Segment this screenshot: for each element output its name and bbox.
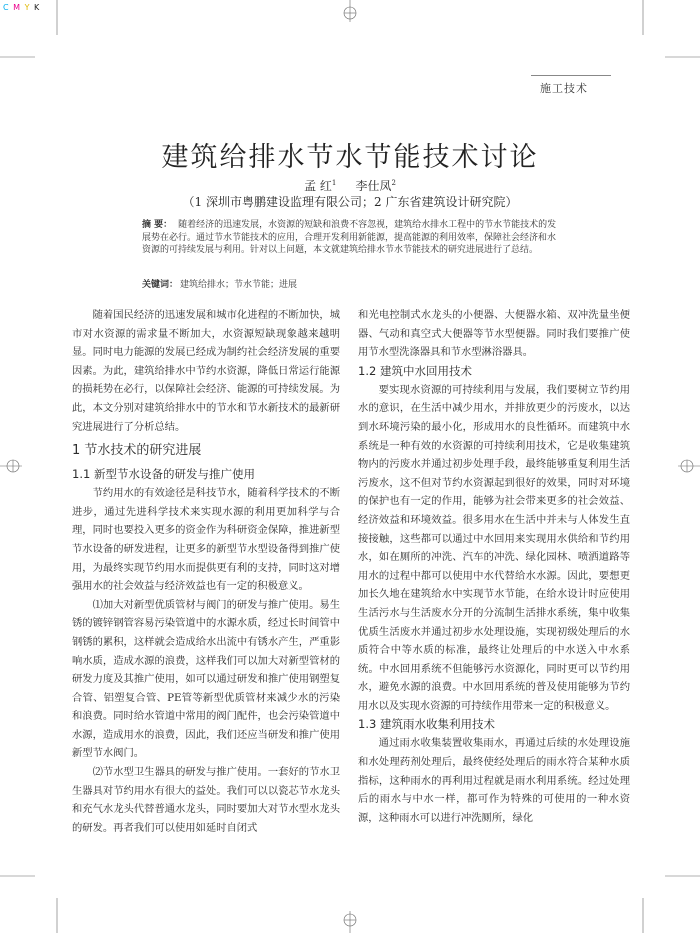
- paragraph: ⑴加大对新型优质管材与阀门的研发与推广使用。易生锈的镀锌钢管容易污染管道中的水源水质，经过长时间管中钢锈的累积，这样就会造成给水出流中有锈水产生，严重影响水质，造成水源的浪费，这样我们可以加大对新型管材的研发力度及其推广使用，如可以通过研发和推广使用钢塑复合管、铝塑复合管、PE管等新型优质管材来减少水的污染和浪费。同时给水管道中常用的阀门配件，也会污染管道中水源，造成用水的浪费，因此，我们还应当研发和推广使用新型节水阀门。: [72, 598, 340, 760]
- header-rule: [531, 75, 611, 76]
- cmyk-m: M: [13, 3, 22, 12]
- affiliation: （1 深圳市粤鹏建设监理有限公司；2 广东省建筑设计研究院）: [182, 195, 518, 209]
- subsection-heading: 1.2 建筑中水回用技术: [358, 363, 472, 378]
- paragraph-continued: 和光电控制式水龙头的小便器、大便器水箱、双冲洗量坐便器、气动和真空式大便器等节水型便器。同时我们要推广使用节水型洗涤器具和节水型淋浴器具。: [358, 309, 630, 359]
- paragraph: 通过雨水收集装置收集雨水，再通过后续的水处理设施和水处理药剂处理后，最终使经处理后的雨水符合某种水质指标，这种雨水的再利用过程就是雨水利用系统。经过处理后的雨水与中水一样，都可作为特殊的可使用的一种水资源，这种雨水可以进行冲洗厕所，绿化: [358, 737, 630, 824]
- subsection-heading: 1.1 新型节水设备的研发与推广使用: [72, 467, 255, 482]
- author-name: 孟 红: [304, 179, 332, 193]
- cmyk-c: C: [3, 3, 10, 12]
- keywords-text: 建筑给排水；节水节能；进展: [180, 280, 298, 290]
- section-tag: 施工技术: [540, 82, 588, 95]
- abstract-text: 随着经济的迅速发展，水资源的短缺和浪费不容忽视，建筑给水排水工程中的节水节能技术的发展势在必行。通过节水节能技术的应用，合理开发利用新能源，提高能源的利用效率，保障社会经济和水资源的可持续发展与利用。针对以上问题，本文就建筑给排水节水节能技术的研究进展进行了总结。: [142, 220, 557, 255]
- body-right-column: [358, 306, 630, 827]
- paragraph: 要实现水资源的可持续利用与发展，我们要树立节约用水的意识，在生活中减少用水，并排放更少的污废水，以达到水环境污染的最小化，形成用水的良性循环。而建筑中水系统是一种有效的水资源的可持续利用技术，它是收集建筑物内的污废水并通过初步处理手段，最终能够重复利用生活污废水，这不但对节约水资源起到很好的效果，同时对环境的保护也有一定的作用，能够为社会带来更多的社会效益、经济效益和环境效益。很多用水在生活中并未与人体发生直接接触，这些都可以通过中水回用来实现用水供给和节约用水，如在厕所的冲洗、汽车的冲洗、绿化园林、喷洒道路等用水的过程中都可以使用中水代替给水水源。因此，要想更加长久地在建筑给水中实现节水节能，在给水设计时应使用生活污水与生活废水分开的分流制生活排水系统，集中收集优质生活废水并通过初步水处理设施，实现初级处理后的水质符合中等水质的标准，最终让处理后的中水送入中水系统。中水回用系统不但能够污水资源化，同时更可以节约用水，避免水源的浪费。中水回用系统的普及使用能够为节约用水以及实现水资源的可持续作用带来一定的积极意义。: [358, 383, 630, 712]
- section-heading: 1 节水技术的研究进展: [72, 443, 202, 459]
- paragraph: 节约用水的有效途径是科技节水，随着科学技术的不断进步，通过先进科学技术来实现水源的利用更加科学与合理，同时也要投入更多的资金作为科研资金保障，推进新型节水设备的研发进程，让更多的新型节水型设备得到推广使用，为最终实现节约用水而提供更有利的支持，同时这对增强用水的社会效益与经济效益也有一定的积极意义。: [72, 487, 340, 593]
- author-affil-index: 1: [331, 179, 337, 187]
- cmyk-y: Y: [24, 3, 31, 12]
- paragraph: ⑵节水型卫生器具的研发与推广使用。一套好的节水卫生器具对节约用水有很大的益处。我们可以以瓷芯节水龙头和充气水龙头代替普通水龙头，同时要加大对节水型水龙头的研发。再者我们可以使用如延时自闭式: [72, 766, 340, 834]
- keywords-label: 关键词：: [142, 280, 179, 290]
- author-affil-index: 2: [391, 179, 396, 187]
- abstract: [142, 219, 562, 257]
- article-title: 建筑给排水节水节能技术讨论: [161, 142, 539, 173]
- author-line: [0, 177, 700, 194]
- subsection-heading: 1.3 建筑雨水收集利用技术: [358, 717, 495, 732]
- paragraph-intro: 随着国民经济的迅速发展和城市化进程的不断加快，城市对水资源的需求量不断加大，水资源短缺现象越来越明显。同时电力能源的发展已经成为制约社会经济发展的重要因素。为此，建筑给排水中节约水资源，降低日常运行能源的损耗势在必行，以保障社会经济、能源的可持续发展。为此，本文分别对建筑给排水中的节水和节水新技术的最新研究进展进行了分析总结。: [72, 309, 340, 433]
- author-name: 李仕凤: [355, 179, 392, 193]
- cmyk-k: K: [34, 3, 41, 12]
- body-left-column: [72, 306, 340, 837]
- cmyk-color-bar: [3, 3, 40, 12]
- abstract-label: 摘 要：: [142, 220, 173, 230]
- keywords: [142, 277, 562, 290]
